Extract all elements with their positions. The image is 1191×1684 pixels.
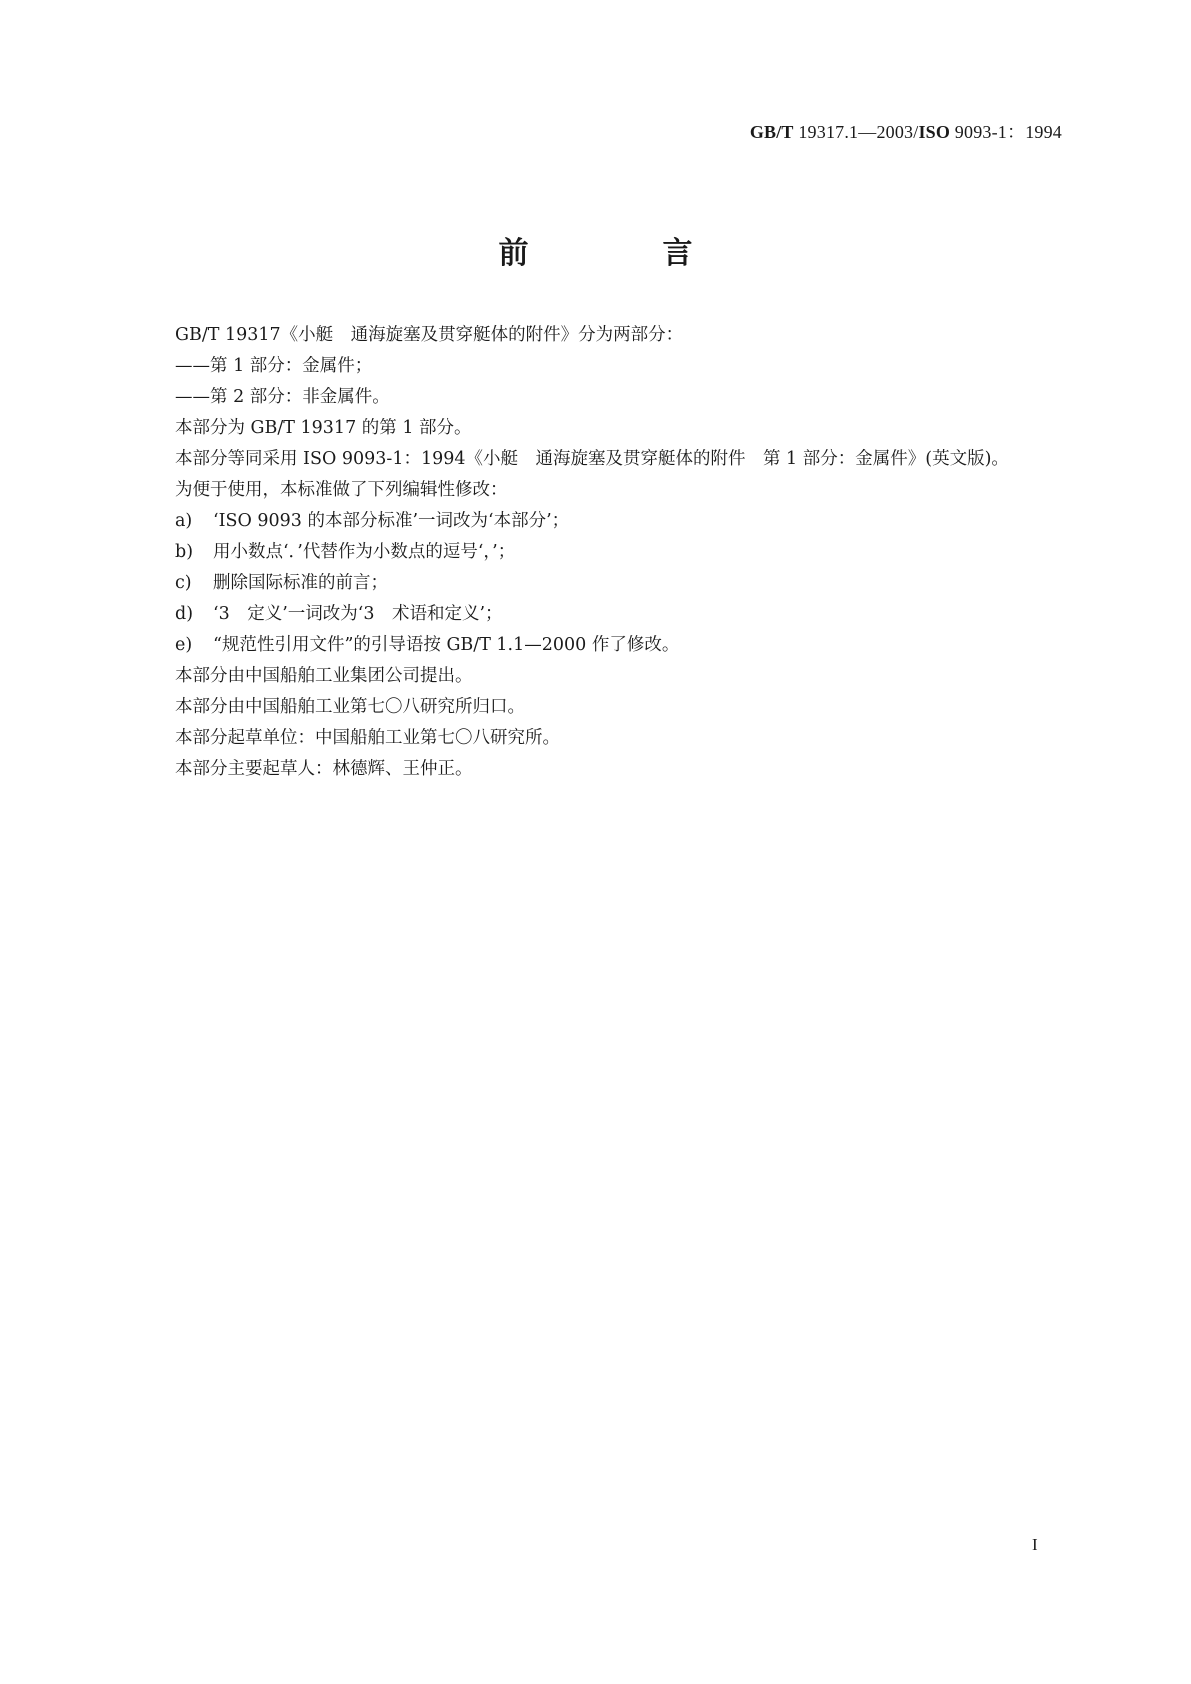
header-gb: GB/T [749,122,794,142]
list-item-text: 删除国际标准的前言； [213,573,388,593]
page-number: I [1032,1535,1038,1554]
list-item-text: “规范性引用文件”的引导语按 GB/T 1.1—2000 作了修改。 [213,635,680,655]
header-gb-number: 19317.1—2003/ [798,122,919,142]
paragraph-iso-adoption: 本部分等同采用 ISO 9093-1：1994《小艇 通海旋塞及贯穿艇体的附件 第 1 部分：金属件》(英文版)。 [175,449,1009,469]
paragraph-proposer: 本部分由中国船舶工业集团公司提出。 [175,666,473,686]
list-item-label: c) [175,573,192,593]
foreword-body [128,320,1062,785]
list-item-text: 用小数点‘．’代替作为小数点的逗号‘，’； [213,542,516,562]
paragraph-administrator: 本部分由中国船舶工业第七〇八研究所归口。 [175,697,525,717]
paragraph-edits-intro: 为便于使用，本标准做了下列编辑性修改： [175,480,508,500]
list-item-label: a) [175,511,193,531]
standard-number-header [0,118,1062,144]
list-item [128,568,1062,599]
list-item-label: d) [175,604,194,624]
header-iso: ISO [918,122,951,142]
paragraph-part-2: ——第 2 部分：非金属件。 [175,387,390,407]
list-item-text: ‘3 定义’一词改为‘3 术语和定义’； [213,604,503,624]
list-item-label: e) [175,635,193,655]
list-item [128,630,1062,661]
header-iso-number: 9093-1：1994 [954,122,1062,142]
paragraph-drafting-unit: 本部分起草单位：中国船舶工业第七〇八研究所。 [175,728,560,748]
list-item [128,599,1062,630]
list-item-text: ‘ISO 9093 的本部分标准’一词改为‘本部分’； [213,511,570,531]
paragraph-this-part: 本部分为 GB/T 19317 的第 1 部分。 [175,418,472,438]
list-item-label: b) [175,542,194,562]
page-title: 前 言 [498,236,745,271]
list-item [128,506,1062,537]
paragraph-drafters: 本部分主要起草人：林德辉、王仲正。 [175,759,473,779]
list-item [128,537,1062,568]
paragraph-parts-intro: GB/T 19317《小艇 通海旋塞及贯穿艇体的附件》分为两部分： [175,325,684,345]
paragraph-part-1: ——第 1 部分：金属件； [175,356,373,376]
